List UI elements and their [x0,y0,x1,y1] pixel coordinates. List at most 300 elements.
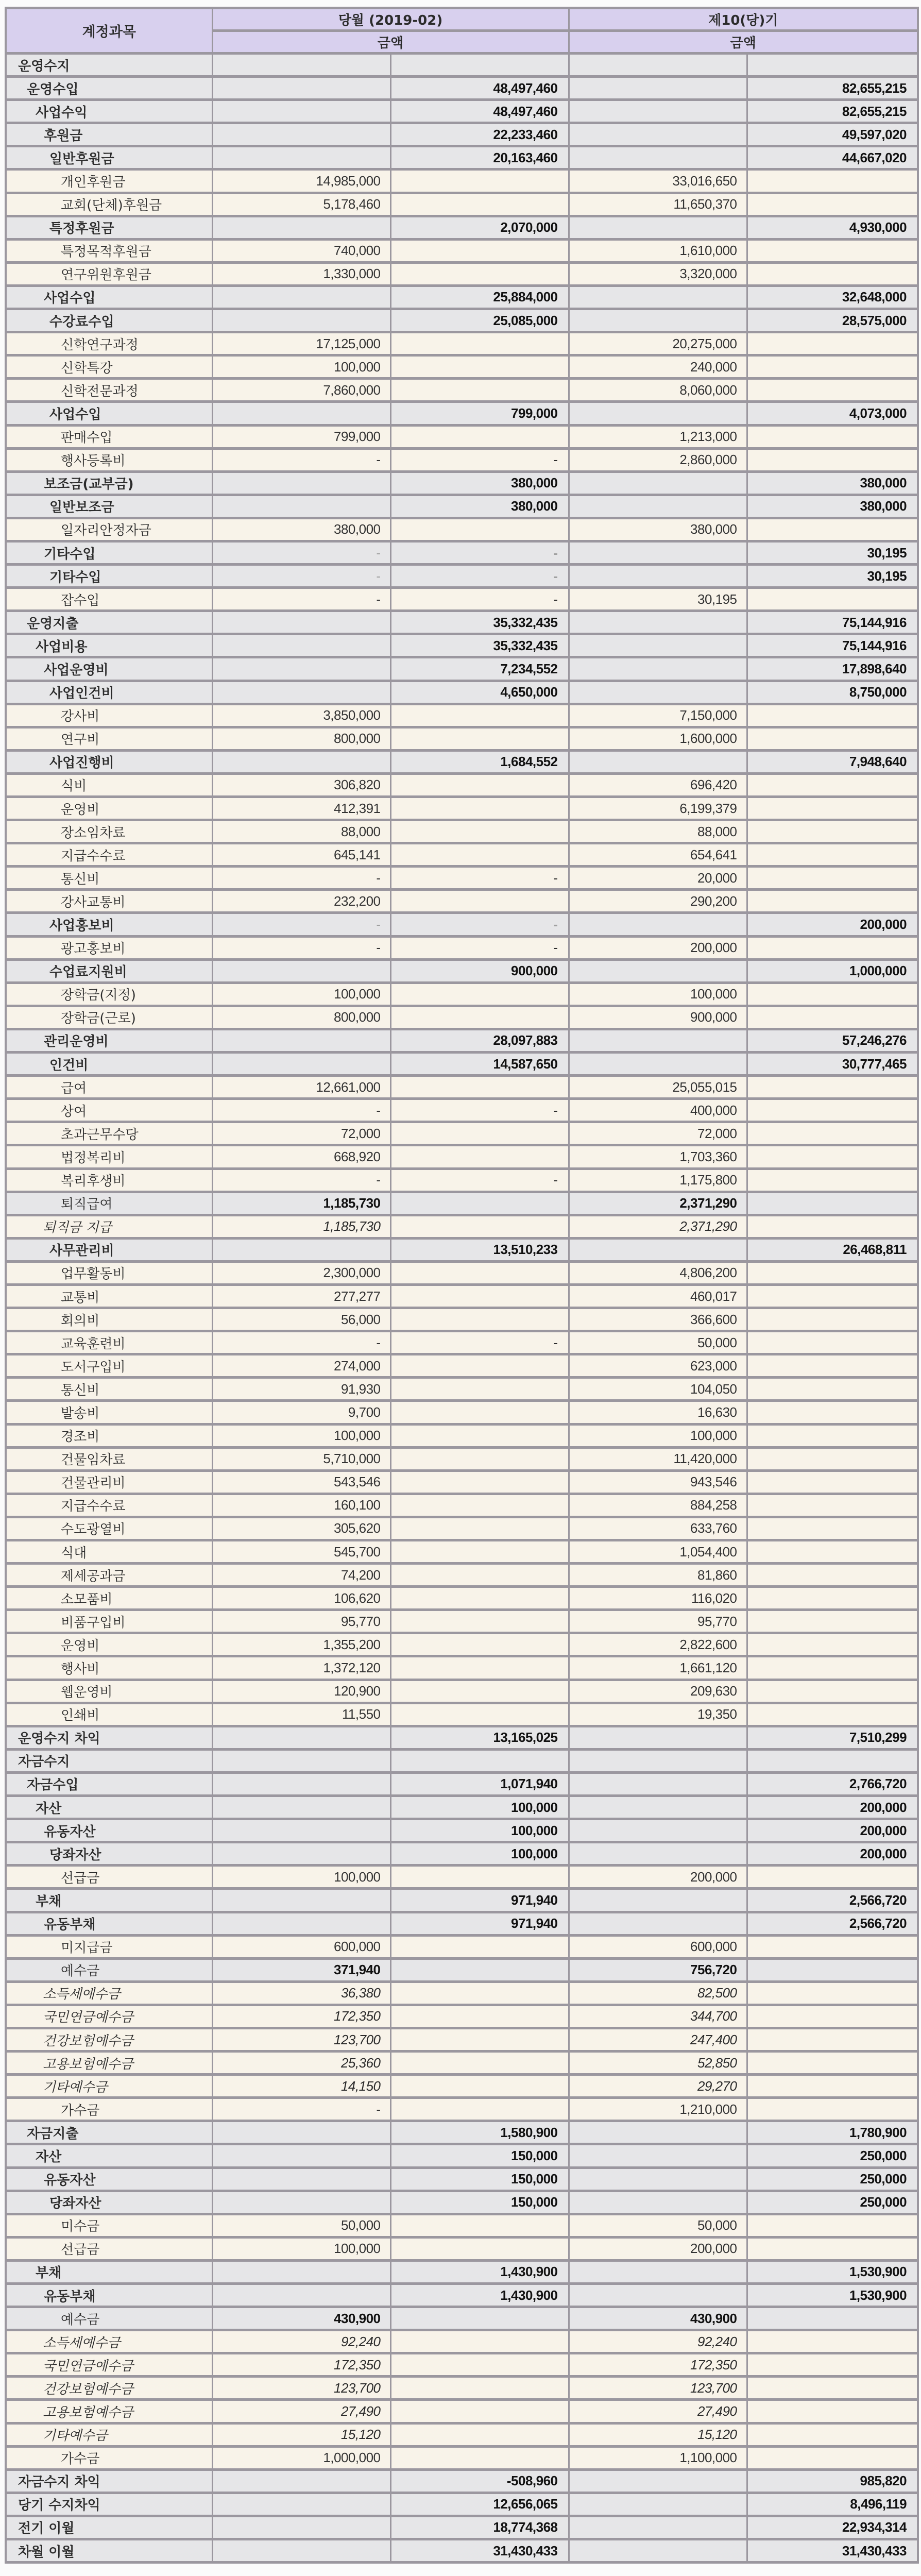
period2-detail-amount [569,1819,747,1842]
period2-total-amount: 250,000 [747,2144,918,2167]
account-label: 교육훈련비 [6,1331,212,1354]
table-row [6,2028,918,2051]
table-row [6,1819,918,1842]
period2-total-amount [747,2353,918,2377]
period1-detail-amount: 543,546 [212,1470,390,1494]
table-row [6,1192,918,1215]
table-row [6,402,918,425]
period1-detail-amount: 430,900 [212,2307,390,2330]
period1-total-amount: 1,580,900 [390,2121,569,2144]
period2-total-amount [747,1192,918,1215]
period2-total-amount [747,425,918,448]
period1-total-amount [390,1935,569,1958]
period2-detail-amount: 27,490 [569,2400,747,2423]
period1-detail-amount: 11,550 [212,1703,390,1726]
account-label: 당좌자산 [6,2191,212,2214]
period2-total-amount [747,1494,918,1517]
account-label: 사업인건비 [6,681,212,704]
table-row [6,1261,918,1284]
table-row [6,820,918,843]
period2-total-amount [747,2075,918,2098]
period2-total-amount: 30,777,465 [747,1053,918,1076]
period1-detail-amount [212,123,390,146]
table-row [6,657,918,681]
period2-detail-amount: 884,258 [569,1494,747,1517]
period1-total-amount [390,1958,569,1981]
period1-total-amount [390,2098,569,2121]
period2-detail-amount [569,2284,747,2307]
period1-detail-amount [212,2167,390,2191]
account-label: 차월 이월 [6,2539,212,2563]
period2-detail-amount [569,1029,747,1052]
table-row [6,1145,918,1168]
account-label: 건물관리비 [6,1470,212,1494]
account-label: 특정후원금 [6,216,212,239]
period1-total-amount: 900,000 [390,959,569,982]
period1-total-amount [390,1401,569,1424]
period2-detail-amount [569,1772,747,1795]
table-row [6,262,918,285]
period2-detail-amount [569,565,747,588]
period2-detail-amount: 200,000 [569,2237,747,2260]
period2-total-amount [747,2377,918,2400]
period1-total-amount: 100,000 [390,1842,569,1866]
account-label: 개인후원금 [6,170,212,193]
empty-value-dash: - [553,545,558,561]
account-label: 인건비 [6,1053,212,1076]
period2-detail-amount: 1,210,000 [569,2098,747,2121]
account-label: 교회(단체)후원금 [6,193,212,216]
period1-detail-amount: 120,900 [212,1680,390,1703]
period2-total-amount: 44,667,020 [747,146,918,170]
period2-total-amount: 1,530,900 [747,2284,918,2307]
period1-total-amount: 100,000 [390,1796,569,1819]
period2-detail-amount: 1,661,120 [569,1656,747,1680]
period1-detail-amount [212,1819,390,1842]
period2-detail-amount: 8,060,000 [569,379,747,402]
period2-total-amount [747,936,918,959]
period2-detail-amount [569,1749,747,1772]
period1-total-amount: 25,884,000 [390,285,569,309]
table-row [6,1168,918,1192]
period2-detail-amount: 696,420 [569,773,747,796]
period2-total-amount: 8,750,000 [747,681,918,704]
table-row [6,1238,918,1261]
period2-detail-amount [569,1796,747,1819]
period2-total-amount [747,2005,918,2028]
period2-detail-amount: 20,000 [569,867,747,890]
period1-total-amount [390,1680,569,1703]
period1-total-amount: 48,497,460 [390,77,569,100]
period2-detail-amount [569,681,747,704]
period1-total-amount: 18,774,368 [390,2516,569,2539]
period2-total-amount [747,1587,918,1610]
period1-detail-amount: 412,391 [212,797,390,820]
period1-detail-amount [212,2191,390,2214]
period2-total-amount [747,1308,918,1331]
period1-detail-amount [212,913,390,936]
account-label: 당기 수지차익 [6,2493,212,2516]
period1-total-amount [390,727,569,750]
period1-detail-amount: 305,620 [212,1517,390,1540]
account-label: 지급수수료 [6,1494,212,1517]
table-row [6,1889,918,1912]
table-row [6,750,918,773]
empty-value-dash: - [553,917,558,933]
period2-detail-amount: 1,054,400 [569,1540,747,1564]
table-row [6,1517,918,1540]
table-row [6,959,918,982]
table-row [6,146,918,170]
account-label: 소득세예수금 [6,2330,212,2353]
period2-detail-amount: 600,000 [569,1935,747,1958]
table-row [6,1680,918,1703]
empty-value-dash: - [553,568,558,584]
period2-total-amount: 7,510,299 [747,1726,918,1749]
period1-total-amount: 28,097,883 [390,1029,569,1052]
period1-total-amount [390,379,569,402]
account-label: 급여 [6,1076,212,1099]
period1-total-amount [390,2005,569,2028]
table-row [6,309,918,332]
header-row-top [6,8,918,31]
empty-value-dash: - [376,917,381,933]
period1-detail-amount [212,959,390,982]
table-row [6,1331,918,1354]
account-label: 부채 [6,2260,212,2283]
period1-total-amount [390,1703,569,1726]
period1-total-amount: 13,165,025 [390,1726,569,1749]
period2-total-amount: 31,430,433 [747,2539,918,2563]
period1-detail-amount [212,1889,390,1912]
table-row [6,1354,918,1378]
period1-detail-amount: - [212,867,390,890]
period1-detail-amount [212,2493,390,2516]
period1-detail-amount: 72,000 [212,1122,390,1145]
period1-total-amount: 971,940 [390,1889,569,1912]
period2-detail-amount: 116,020 [569,1587,747,1610]
period2-total-amount [747,1540,918,1564]
period2-total-amount [747,1261,918,1284]
table-row [6,2539,918,2563]
period2-detail-amount: 11,420,000 [569,1447,747,1470]
period1-total-amount [390,2446,569,2469]
period2-detail-amount: 15,120 [569,2423,747,2446]
period2-detail-amount: 88,000 [569,820,747,843]
period1-total-amount [390,843,569,867]
period2-detail-amount: 72,000 [569,1122,747,1145]
account-label: 자금수지 [6,1749,212,1772]
period1-total-amount [390,1610,569,1633]
period2-total-amount [747,1935,918,1958]
period1-total-amount: - [390,1331,569,1354]
account-label: 유동자산 [6,1819,212,1842]
table-row [6,332,918,355]
table-row [6,2516,918,2539]
period2-total-amount: 28,575,000 [747,309,918,332]
period2-total-amount [747,2307,918,2330]
period2-detail-amount: 240,000 [569,355,747,379]
period2-total-amount [747,448,918,471]
account-label: 자금수입 [6,1772,212,1795]
period1-detail-amount: 277,277 [212,1284,390,1308]
period1-detail-amount: 106,620 [212,1587,390,1610]
period2-detail-amount: 3,320,000 [569,262,747,285]
period1-detail-amount [212,471,390,495]
period1-detail-amount: 1,330,000 [212,262,390,285]
period2-detail-amount [569,309,747,332]
table-row [6,843,918,867]
table-row [6,518,918,541]
period1-detail-amount: 15,120 [212,2423,390,2446]
period2-detail-amount [569,2167,747,2191]
period2-total-amount [747,2446,918,2469]
table-row [6,541,918,564]
account-label: 행사등록비 [6,448,212,471]
period2-detail-amount [569,2144,747,2167]
period2-detail-amount [569,285,747,309]
period1-total-amount: 150,000 [390,2167,569,2191]
account-label: 수업료지원비 [6,959,212,982]
table-row [6,1006,918,1029]
period2-detail-amount [569,2191,747,2214]
table-row [6,77,918,100]
period2-total-amount: 82,655,215 [747,77,918,100]
period1-detail-amount: 160,100 [212,1494,390,1517]
table-row [6,1564,918,1587]
period2-total-amount [747,867,918,890]
account-label: 경조비 [6,1424,212,1447]
period1-total-amount [390,1261,569,1284]
period2-total-amount [747,379,918,402]
period2-detail-amount [569,959,747,982]
period2-total-amount: 200,000 [747,1842,918,1866]
period2-total-amount [747,890,918,913]
account-label: 발송비 [6,1401,212,1424]
table-row [6,2260,918,2283]
period2-detail-amount: 16,630 [569,1401,747,1424]
period2-total-amount [747,1958,918,1981]
period2-detail-amount: 1,175,800 [569,1168,747,1192]
period1-total-amount [390,1564,569,1587]
period2-detail-amount: 943,546 [569,1470,747,1494]
period1-detail-amount: 800,000 [212,1006,390,1029]
period1-detail-amount [212,1912,390,1935]
period2-total-amount [747,727,918,750]
table-row [6,773,918,796]
period1-detail-amount: 371,940 [212,1958,390,1981]
period1-total-amount [390,1354,569,1378]
period2-detail-amount: 290,200 [569,890,747,913]
account-label: 예수금 [6,1958,212,1981]
account-label: 예수금 [6,2307,212,2330]
period2-total-amount [747,1076,918,1099]
period2-total-amount [747,1284,918,1308]
account-label: 장소임차료 [6,820,212,843]
period1-total-amount [390,797,569,820]
period1-total-amount: - [390,1168,569,1192]
period1-total-amount: 380,000 [390,471,569,495]
period2-total-amount [747,982,918,1006]
table-row [6,355,918,379]
account-label: 상여 [6,1099,212,1122]
table-row [6,2098,918,2121]
period2-total-amount: 2,566,720 [747,1889,918,1912]
account-label: 잡수입 [6,588,212,611]
period1-detail-amount [212,285,390,309]
period2-total-amount: 250,000 [747,2167,918,2191]
period2-detail-amount [569,657,747,681]
period2-total-amount [747,239,918,262]
period1-detail-amount: 91,930 [212,1378,390,1401]
period1-detail-amount: 1,185,730 [212,1215,390,1238]
period1-detail-amount: 12,661,000 [212,1076,390,1099]
period1-total-amount: 13,510,233 [390,1238,569,1261]
table-header [6,8,918,54]
period1-detail-amount [212,2121,390,2144]
account-label: 기타예수금 [6,2075,212,2098]
income-statement-table [5,7,919,2564]
period2-detail-amount: 2,371,290 [569,1192,747,1215]
period2-detail-amount: 1,600,000 [569,727,747,750]
period1-detail-amount: 95,770 [212,1610,390,1633]
period2-detail-amount [569,1053,747,1076]
period2-total-amount [747,1122,918,1145]
period1-detail-amount: 172,350 [212,2353,390,2377]
account-label: 부채 [6,1889,212,1912]
period1-total-amount [390,1540,569,1564]
period1-total-amount [390,1633,569,1656]
table-row [6,2353,918,2377]
period1-detail-amount: 232,200 [212,890,390,913]
period1-detail-amount [212,1029,390,1052]
account-label: 국민연금예수금 [6,2005,212,2028]
period1-total-amount: - [390,867,569,890]
period2-detail-amount [569,1912,747,1935]
account-label: 신학특강 [6,355,212,379]
period1-total-amount [390,2353,569,2377]
account-label: 사업수입 [6,285,212,309]
table-row [6,1633,918,1656]
period1-detail-amount [212,2144,390,2167]
period2-detail-amount: 172,350 [569,2353,747,2377]
account-label: 신학전문과정 [6,379,212,402]
table-row [6,193,918,216]
table-row [6,2400,918,2423]
account-label: 장학금(근로) [6,1006,212,1029]
table-row [6,1703,918,1726]
table-row [6,1610,918,1633]
account-label: 행사비 [6,1656,212,1680]
table-row [6,1796,918,1819]
period2-total-amount [747,588,918,611]
period2-detail-amount [569,77,747,100]
period2-detail-amount: 756,720 [569,1958,747,1981]
account-label: 유동부채 [6,2284,212,2307]
account-label: 강사비 [6,704,212,727]
period2-detail-amount: 247,400 [569,2028,747,2051]
period2-total-amount: 200,000 [747,1819,918,1842]
period2-total-amount [747,2330,918,2353]
period2-total-amount: 49,597,020 [747,123,918,146]
period2-total-amount: 2,566,720 [747,1912,918,1935]
period1-detail-amount [212,77,390,100]
table-row [6,2307,918,2330]
period1-detail-amount [212,216,390,239]
period1-detail-amount [212,611,390,634]
table-row [6,1981,918,2005]
period1-total-amount [390,982,569,1006]
table-row [6,1958,918,1981]
period1-total-amount: 31,430,433 [390,2539,569,2563]
account-label: 미수금 [6,2214,212,2237]
table-row [6,54,918,77]
account-label: 당좌자산 [6,1842,212,1866]
period2-detail-amount: 2,860,000 [569,448,747,471]
period2-detail-amount [569,2493,747,2516]
period1-total-amount [390,2423,569,2446]
period2-detail-amount: 900,000 [569,1006,747,1029]
period1-total-amount [390,1517,569,1540]
period1-total-amount [390,1145,569,1168]
table-row [6,1866,918,1889]
account-label: 소득세예수금 [6,1981,212,2005]
period1-detail-amount: 123,700 [212,2377,390,2400]
period1-detail-amount [212,1842,390,1866]
period2-amount-header: 금액 [569,31,918,54]
table-row [6,285,918,309]
table-row [6,1053,918,1076]
period1-total-amount: 100,000 [390,1819,569,1842]
period2-detail-amount [569,402,747,425]
period1-total-amount [390,425,569,448]
period1-total-amount [390,1284,569,1308]
period1-detail-amount [212,657,390,681]
period2-total-amount [747,1866,918,1889]
period2-detail-amount [569,1238,747,1261]
period2-total-amount [747,1680,918,1703]
account-label: 후원금 [6,123,212,146]
account-label: 통신비 [6,867,212,890]
period1-detail-amount: 740,000 [212,239,390,262]
period1-total-amount: 2,070,000 [390,216,569,239]
period1-detail-amount: 645,141 [212,843,390,867]
period1-detail-amount [212,1238,390,1261]
period2-detail-amount: 81,860 [569,1564,747,1587]
period1-detail-amount: 100,000 [212,355,390,379]
table-row [6,2423,918,2446]
period2-detail-amount: 2,822,600 [569,1633,747,1656]
period1-total-amount [390,1749,569,1772]
account-label: 사업수익 [6,100,212,123]
table-row [6,1726,918,1749]
period2-total-amount [747,193,918,216]
period2-total-amount [747,1633,918,1656]
period1-total-amount [390,913,569,936]
period2-total-amount: 380,000 [747,471,918,495]
period2-total-amount: 30,195 [747,565,918,588]
period1-total-amount: 48,497,460 [390,100,569,123]
period1-detail-amount: - [212,1099,390,1122]
period1-column-header: 당월 (2019-02) [212,8,569,31]
period2-total-amount: 200,000 [747,913,918,936]
period1-detail-amount: 1,000,000 [212,2446,390,2469]
table-row [6,1099,918,1122]
period1-detail-amount: 123,700 [212,2028,390,2051]
period2-detail-amount [569,913,747,936]
account-label: 도서구입비 [6,1354,212,1378]
period2-total-amount [747,1168,918,1192]
